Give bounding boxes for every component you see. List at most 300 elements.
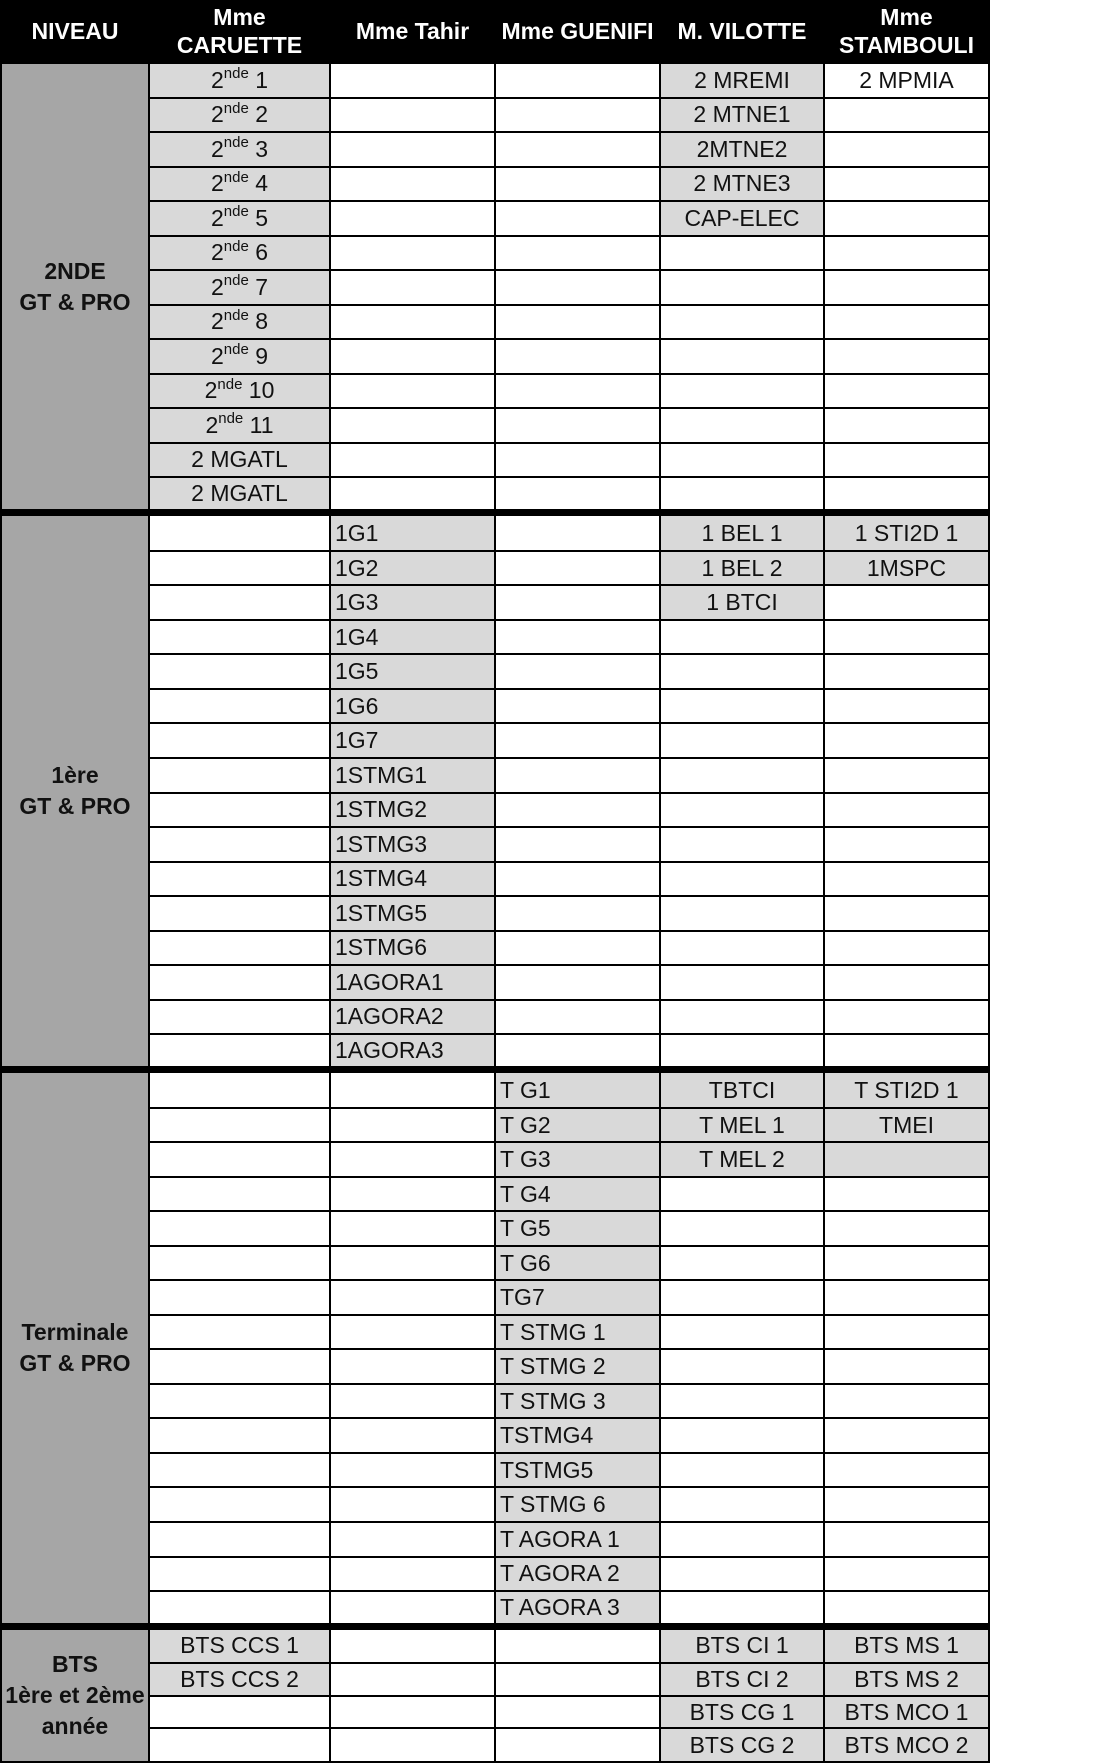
class-cell bbox=[149, 408, 330, 443]
class-cell bbox=[149, 201, 330, 236]
class-cell bbox=[149, 513, 330, 551]
class-cell bbox=[149, 862, 330, 897]
class-cell bbox=[330, 167, 495, 202]
class-cell bbox=[495, 620, 660, 655]
class-suffix: nde bbox=[223, 237, 249, 255]
class-cell: T STI2D 1 bbox=[824, 1070, 989, 1108]
table-row bbox=[1, 1591, 989, 1627]
class-cell: TG7 bbox=[495, 1280, 660, 1315]
table-row bbox=[1, 1696, 989, 1729]
class-cell bbox=[149, 132, 330, 167]
class-suffix: nde bbox=[223, 168, 249, 186]
class-cell bbox=[149, 723, 330, 758]
class-cell bbox=[330, 408, 495, 443]
table-row bbox=[1, 1211, 989, 1246]
table-row bbox=[1, 1280, 989, 1315]
class-cell bbox=[330, 1246, 495, 1281]
class-cell bbox=[495, 63, 660, 98]
class-cell bbox=[149, 1211, 330, 1246]
class-cell: T STMG 1 bbox=[495, 1315, 660, 1350]
class-cell bbox=[660, 862, 824, 897]
class-cell: T G4 bbox=[495, 1177, 660, 1212]
class-cell bbox=[330, 1349, 495, 1384]
class-cell bbox=[824, 1315, 989, 1350]
class-cell bbox=[824, 477, 989, 513]
class-cell: 2 MGATL bbox=[149, 477, 330, 513]
table-row bbox=[1, 1418, 989, 1453]
class-cell bbox=[149, 374, 330, 409]
class-cell bbox=[149, 1280, 330, 1315]
class-index: 11 bbox=[243, 411, 274, 438]
class-cell bbox=[495, 374, 660, 409]
class-cell bbox=[660, 305, 824, 340]
class-cell bbox=[149, 793, 330, 828]
class-cell bbox=[495, 723, 660, 758]
class-suffix: nde bbox=[223, 65, 249, 83]
class-cell bbox=[149, 896, 330, 931]
class-cell bbox=[330, 1142, 495, 1177]
header-stambouli: Mme STAMBOULI bbox=[824, 1, 989, 63]
table-row bbox=[1, 132, 989, 167]
table-row bbox=[1, 1000, 989, 1035]
class-cell bbox=[149, 1696, 330, 1729]
class-cell: 1 STI2D 1 bbox=[824, 513, 989, 551]
class-cell bbox=[824, 236, 989, 271]
class-cell bbox=[330, 477, 495, 513]
class-index: 7 bbox=[248, 273, 268, 300]
class-cell: BTS CI 1 bbox=[660, 1627, 824, 1663]
class-cell bbox=[824, 1211, 989, 1246]
class-cell bbox=[660, 339, 824, 374]
class-cell bbox=[495, 965, 660, 1000]
table-row bbox=[1, 689, 989, 724]
class-cell bbox=[495, 585, 660, 620]
class-cell bbox=[149, 1177, 330, 1212]
class-cell: TSTMG4 bbox=[495, 1418, 660, 1453]
class-cell: BTS CCS 1 bbox=[149, 1627, 330, 1663]
class-suffix: nde bbox=[223, 341, 249, 359]
table-row bbox=[1, 793, 989, 828]
class-cell bbox=[824, 98, 989, 133]
class-cell: 2MTNE2 bbox=[660, 132, 824, 167]
class-cell bbox=[660, 723, 824, 758]
class-cell bbox=[495, 236, 660, 271]
table-row bbox=[1, 862, 989, 897]
class-cell bbox=[149, 1522, 330, 1557]
class-cell bbox=[330, 305, 495, 340]
table-row bbox=[1, 1522, 989, 1557]
class-cell bbox=[330, 1384, 495, 1419]
class-cell bbox=[330, 1211, 495, 1246]
class-cell bbox=[824, 339, 989, 374]
table-row bbox=[1, 201, 989, 236]
class-cell bbox=[149, 1108, 330, 1143]
table-row bbox=[1, 98, 989, 133]
class-cell bbox=[495, 98, 660, 133]
class-cell: T AGORA 3 bbox=[495, 1591, 660, 1627]
class-number: 2 bbox=[204, 377, 218, 404]
class-cell bbox=[149, 1000, 330, 1035]
class-cell: 1 BTCI bbox=[660, 585, 824, 620]
class-cell bbox=[824, 1349, 989, 1384]
class-cell bbox=[660, 1557, 824, 1592]
header-guenifi: Mme GUENIFI bbox=[495, 1, 660, 63]
class-cell bbox=[660, 443, 824, 478]
class-cell: 1G5 bbox=[330, 654, 495, 689]
class-number: 2 bbox=[210, 273, 224, 300]
class-cell: 1AGORA1 bbox=[330, 965, 495, 1000]
table-row bbox=[1, 513, 989, 551]
class-cell bbox=[149, 585, 330, 620]
class-cell bbox=[149, 1034, 330, 1070]
class-cell: T STMG 6 bbox=[495, 1487, 660, 1522]
class-cell bbox=[495, 689, 660, 724]
class-cell bbox=[824, 758, 989, 793]
class-cell bbox=[824, 201, 989, 236]
class-cell bbox=[330, 1696, 495, 1729]
class-cell bbox=[495, 132, 660, 167]
class-cell bbox=[824, 1384, 989, 1419]
class-cell bbox=[330, 1591, 495, 1627]
table-row bbox=[1, 63, 989, 98]
class-cell bbox=[149, 1246, 330, 1281]
class-number: 2 bbox=[210, 308, 224, 335]
class-cell bbox=[330, 98, 495, 133]
class-cell bbox=[660, 620, 824, 655]
class-cell bbox=[495, 305, 660, 340]
class-cell bbox=[330, 374, 495, 409]
class-index: 4 bbox=[248, 170, 268, 197]
header-niveau: NIVEAU bbox=[1, 1, 149, 63]
class-cell bbox=[149, 1728, 330, 1762]
table-row bbox=[1, 723, 989, 758]
class-cell bbox=[824, 620, 989, 655]
class-index: 8 bbox=[248, 308, 268, 335]
class-cell bbox=[330, 1280, 495, 1315]
class-index: 5 bbox=[248, 204, 268, 231]
class-cell bbox=[330, 132, 495, 167]
class-cell bbox=[660, 654, 824, 689]
table-row bbox=[1, 551, 989, 586]
table-row bbox=[1, 585, 989, 620]
class-cell: BTS MCO 2 bbox=[824, 1728, 989, 1762]
header-row bbox=[1, 1, 989, 63]
class-cell bbox=[495, 1663, 660, 1696]
class-cell bbox=[495, 758, 660, 793]
class-cell bbox=[824, 1246, 989, 1281]
class-cell bbox=[149, 305, 330, 340]
class-cell: TMEI bbox=[824, 1108, 989, 1143]
class-cell bbox=[660, 1522, 824, 1557]
table-row bbox=[1, 1728, 989, 1762]
class-cell bbox=[149, 931, 330, 966]
class-cell bbox=[824, 793, 989, 828]
class-cell bbox=[149, 339, 330, 374]
class-cell bbox=[824, 827, 989, 862]
class-suffix: nde bbox=[217, 375, 243, 393]
table-row bbox=[1, 1070, 989, 1108]
class-index: 10 bbox=[242, 377, 275, 404]
class-cell bbox=[330, 1627, 495, 1663]
class-cell bbox=[824, 1591, 989, 1627]
table-row bbox=[1, 236, 989, 271]
table-row bbox=[1, 654, 989, 689]
class-cell bbox=[149, 270, 330, 305]
class-number: 2 bbox=[210, 170, 224, 197]
class-cell bbox=[660, 1034, 824, 1070]
table-row bbox=[1, 374, 989, 409]
class-cell: 1G2 bbox=[330, 551, 495, 586]
class-cell bbox=[149, 1557, 330, 1592]
class-cell bbox=[660, 1177, 824, 1212]
class-cell: TSTMG5 bbox=[495, 1453, 660, 1488]
class-cell bbox=[330, 1177, 495, 1212]
class-cell: T G1 bbox=[495, 1070, 660, 1108]
class-cell bbox=[149, 1418, 330, 1453]
header-caruette: Mme CARUETTE bbox=[149, 1, 330, 63]
class-cell bbox=[149, 1384, 330, 1419]
class-cell bbox=[495, 270, 660, 305]
class-index: 6 bbox=[248, 239, 268, 266]
class-cell: 2 MREMI bbox=[660, 63, 824, 98]
class-cell bbox=[149, 1070, 330, 1108]
table-row bbox=[1, 1453, 989, 1488]
class-cell bbox=[495, 443, 660, 478]
class-cell: BTS MS 2 bbox=[824, 1663, 989, 1696]
class-cell bbox=[149, 654, 330, 689]
class-cell bbox=[330, 1315, 495, 1350]
class-cell bbox=[824, 896, 989, 931]
class-cell bbox=[495, 931, 660, 966]
class-cell: 1G6 bbox=[330, 689, 495, 724]
class-cell: 1G1 bbox=[330, 513, 495, 551]
table-row bbox=[1, 1349, 989, 1384]
class-cell: BTS MCO 1 bbox=[824, 1696, 989, 1729]
class-cell bbox=[824, 723, 989, 758]
class-cell: 2 MGATL bbox=[149, 443, 330, 478]
niveau-cell: Terminale GT & PRO bbox=[1, 1070, 149, 1627]
class-cell bbox=[824, 443, 989, 478]
class-cell bbox=[660, 689, 824, 724]
class-cell bbox=[660, 270, 824, 305]
class-cell bbox=[660, 1349, 824, 1384]
class-cell bbox=[824, 931, 989, 966]
class-cell bbox=[660, 1000, 824, 1035]
class-cell bbox=[824, 1557, 989, 1592]
class-cell bbox=[330, 1663, 495, 1696]
niveau-cell: BTS 1ère et 2ème année bbox=[1, 1627, 149, 1762]
niveau-cell: 2NDE GT & PRO bbox=[1, 63, 149, 513]
class-number: 2 bbox=[210, 101, 224, 128]
class-cell bbox=[149, 1315, 330, 1350]
class-suffix: nde bbox=[223, 272, 249, 290]
class-cell bbox=[660, 827, 824, 862]
class-cell bbox=[330, 1453, 495, 1488]
class-cell: 2 MTNE1 bbox=[660, 98, 824, 133]
class-cell bbox=[330, 339, 495, 374]
table-row bbox=[1, 758, 989, 793]
class-cell bbox=[660, 1418, 824, 1453]
class-cell bbox=[824, 305, 989, 340]
class-cell bbox=[660, 1315, 824, 1350]
class-cell bbox=[495, 793, 660, 828]
class-cell bbox=[495, 1696, 660, 1729]
class-suffix: nde bbox=[223, 134, 249, 152]
class-cell bbox=[660, 931, 824, 966]
class-number: 2 bbox=[210, 342, 224, 369]
class-cell: 1G7 bbox=[330, 723, 495, 758]
table-row bbox=[1, 270, 989, 305]
class-cell bbox=[495, 513, 660, 551]
class-cell bbox=[330, 1557, 495, 1592]
class-cell bbox=[149, 620, 330, 655]
class-cell bbox=[495, 1627, 660, 1663]
table-row bbox=[1, 305, 989, 340]
table-row bbox=[1, 477, 989, 513]
class-cell bbox=[330, 443, 495, 478]
table-row bbox=[1, 620, 989, 655]
class-cell bbox=[330, 270, 495, 305]
class-cell bbox=[660, 477, 824, 513]
class-cell: 1MSPC bbox=[824, 551, 989, 586]
class-cell: 1G4 bbox=[330, 620, 495, 655]
class-cell bbox=[660, 408, 824, 443]
class-cell bbox=[660, 896, 824, 931]
class-cell bbox=[495, 1000, 660, 1035]
table-row bbox=[1, 1557, 989, 1592]
class-cell bbox=[824, 654, 989, 689]
class-cell bbox=[149, 1349, 330, 1384]
class-cell bbox=[824, 408, 989, 443]
class-cell bbox=[824, 689, 989, 724]
class-cell bbox=[824, 1177, 989, 1212]
class-cell: 1AGORA2 bbox=[330, 1000, 495, 1035]
class-cell: 1STMG2 bbox=[330, 793, 495, 828]
table-row bbox=[1, 931, 989, 966]
class-cell bbox=[149, 236, 330, 271]
table-row bbox=[1, 827, 989, 862]
class-cell: T G2 bbox=[495, 1108, 660, 1143]
class-cell: T MEL 2 bbox=[660, 1142, 824, 1177]
class-cell: BTS CCS 2 bbox=[149, 1663, 330, 1696]
class-cell bbox=[149, 758, 330, 793]
class-cell bbox=[824, 1142, 989, 1177]
class-cell bbox=[149, 965, 330, 1000]
class-cell bbox=[660, 1280, 824, 1315]
class-cell bbox=[149, 1453, 330, 1488]
class-cell bbox=[495, 1034, 660, 1070]
class-cell bbox=[824, 1453, 989, 1488]
class-index: 9 bbox=[248, 342, 268, 369]
class-cell bbox=[495, 477, 660, 513]
class-cell: TBTCI bbox=[660, 1070, 824, 1108]
class-cell: 1G3 bbox=[330, 585, 495, 620]
class-cell bbox=[149, 1142, 330, 1177]
class-cell bbox=[330, 1522, 495, 1557]
class-cell: T AGORA 1 bbox=[495, 1522, 660, 1557]
class-cell bbox=[149, 551, 330, 586]
class-cell bbox=[495, 896, 660, 931]
class-cell bbox=[330, 1418, 495, 1453]
class-cell bbox=[660, 374, 824, 409]
table-row bbox=[1, 965, 989, 1000]
class-cell bbox=[330, 236, 495, 271]
class-cell bbox=[824, 1034, 989, 1070]
class-cell bbox=[824, 965, 989, 1000]
class-cell bbox=[660, 1453, 824, 1488]
class-cell bbox=[660, 1384, 824, 1419]
class-cell bbox=[660, 793, 824, 828]
class-cell bbox=[824, 862, 989, 897]
class-cell: BTS CG 1 bbox=[660, 1696, 824, 1729]
class-suffix: nde bbox=[223, 99, 249, 117]
niveau-cell: 1ère GT & PRO bbox=[1, 513, 149, 1070]
class-cell bbox=[660, 758, 824, 793]
header-vilotte: M. VILOTTE bbox=[660, 1, 824, 63]
class-suffix: nde bbox=[223, 306, 249, 324]
class-cell: 1 BEL 1 bbox=[660, 513, 824, 551]
class-cell: 1 BEL 2 bbox=[660, 551, 824, 586]
class-cell: 1AGORA3 bbox=[330, 1034, 495, 1070]
class-cell bbox=[149, 1591, 330, 1627]
class-cell bbox=[149, 1487, 330, 1522]
class-cell: T STMG 3 bbox=[495, 1384, 660, 1419]
class-cell bbox=[149, 98, 330, 133]
class-cell bbox=[149, 689, 330, 724]
class-cell: 2 MPMIA bbox=[824, 63, 989, 98]
class-number: 2 bbox=[210, 135, 224, 162]
class-cell: 1STMG5 bbox=[330, 896, 495, 931]
class-index: 2 bbox=[248, 101, 268, 128]
class-cell bbox=[660, 1591, 824, 1627]
table-row bbox=[1, 1108, 989, 1143]
class-cell bbox=[495, 201, 660, 236]
class-suffix: nde bbox=[223, 203, 249, 221]
table-row bbox=[1, 1384, 989, 1419]
class-cell bbox=[824, 132, 989, 167]
table-row bbox=[1, 1246, 989, 1281]
class-cell: T G6 bbox=[495, 1246, 660, 1281]
class-cell bbox=[495, 167, 660, 202]
class-cell bbox=[149, 167, 330, 202]
table-row bbox=[1, 1177, 989, 1212]
class-number: 2 bbox=[210, 239, 224, 266]
class-cell: 1STMG1 bbox=[330, 758, 495, 793]
class-cell bbox=[824, 1280, 989, 1315]
table-row bbox=[1, 443, 989, 478]
class-cell bbox=[824, 270, 989, 305]
table-row bbox=[1, 896, 989, 931]
class-cell: T MEL 1 bbox=[660, 1108, 824, 1143]
table-row bbox=[1, 1034, 989, 1070]
class-index: 3 bbox=[248, 135, 268, 162]
class-number: 2 bbox=[210, 204, 224, 231]
class-cell: T G5 bbox=[495, 1211, 660, 1246]
class-cell bbox=[495, 408, 660, 443]
class-cell bbox=[149, 63, 330, 98]
class-cell bbox=[660, 1246, 824, 1281]
class-cell bbox=[824, 167, 989, 202]
class-cell bbox=[660, 965, 824, 1000]
class-cell: T STMG 2 bbox=[495, 1349, 660, 1384]
class-cell bbox=[330, 1070, 495, 1108]
table-row bbox=[1, 408, 989, 443]
class-index: 1 bbox=[248, 66, 268, 93]
class-cell: 1STMG6 bbox=[330, 931, 495, 966]
class-cell bbox=[330, 201, 495, 236]
class-cell bbox=[824, 1418, 989, 1453]
class-cell bbox=[660, 236, 824, 271]
